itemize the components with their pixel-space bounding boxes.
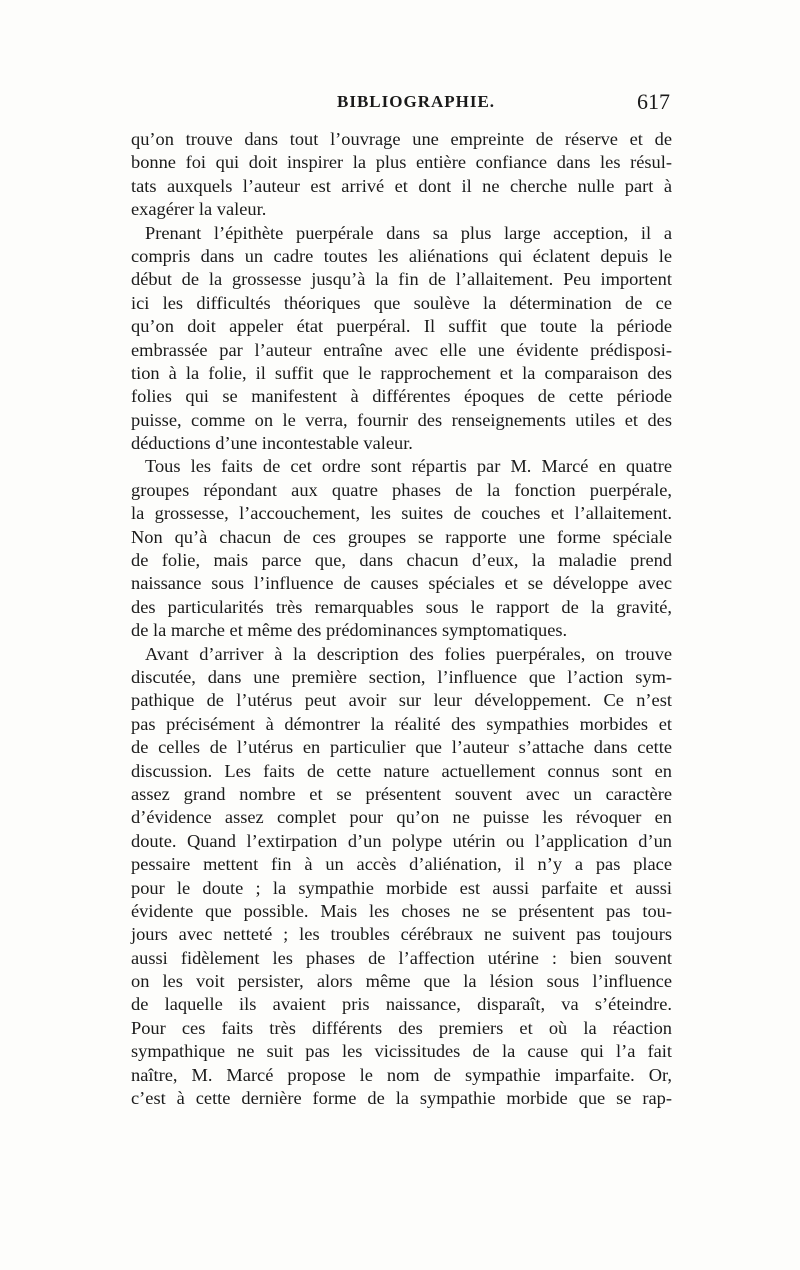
text-line: pathique de l’utérus peut avoir sur leur développement. Ce n’est [131, 690, 672, 711]
text-line: groupes répondant aux quatre phases de la fonction puerpérale, [131, 479, 672, 500]
text-line: assez grand nombre et se présentent souvent avec un caractère [131, 783, 672, 804]
text-line: qu’on doit appeler état puerpéral. Il suffit que toute la période [131, 316, 672, 337]
body-text [131, 128, 672, 1110]
page-number: 617 [637, 89, 670, 114]
text-line: discussion. Les faits de cette nature actuellement connus sont en [131, 760, 672, 781]
text-line: tats auxquels l’auteur est arrivé et dont il ne cherche nulle part à [131, 175, 672, 196]
text-line: c’est à cette dernière forme de la sympathie morbide que se rap- [131, 1088, 672, 1109]
text-line: de folie, mais parce que, dans chacun d’eux, la maladie prend [131, 550, 672, 571]
text-line: des particularités très remarquables sous le rapport de la gravité, [131, 596, 672, 617]
text-line: Prenant l’épithète puerpérale dans sa plus large acception, il a [145, 222, 672, 243]
text-line: doute. Quand l’extirpation d’un polype utérin ou l’application d’un [131, 830, 672, 851]
text-line: ici les difficultés théoriques que soulève la détermination de ce [131, 292, 672, 313]
text-line: d’évidence assez complet pour qu’on ne puisse les révoquer en [131, 807, 672, 828]
text-line: déductions d’une incontestable valeur. [131, 433, 413, 454]
text-line: Tous les faits de cet ordre sont répartis par M. Marcé en quatre [145, 456, 672, 477]
text-line: tion à la folie, il suffit que le rapprochement et la comparaison des [131, 362, 672, 383]
text-line: jours avec netteté ; les troubles cérébraux ne suivent pas toujours [131, 924, 672, 945]
text-line: naissance sous l’influence de causes spéciales et se développe avec [131, 573, 672, 594]
text-line: de la marche et même des prédominances symptomatiques. [131, 620, 568, 641]
text-line: pessaire mettent fin à un accès d’aliénation, il n’y a pas place [131, 854, 672, 875]
text-line: évidente que possible. Mais les choses ne se présentent pas tou- [131, 900, 672, 921]
text-line: début de la grossesse jusqu’à la fin de l’allaitement. Peu importent [131, 269, 672, 290]
text-line: puisse, comme on le verra, fournir des renseignements utiles et des [131, 409, 672, 430]
text-line: exagérer la valeur. [131, 199, 267, 220]
text-line: bonne foi qui doit inspirer la plus entière confiance dans les résul- [131, 152, 672, 173]
text-line: qu’on trouve dans tout l’ouvrage une empreinte de réserve et de [131, 129, 672, 149]
text-line: folies qui se manifestent à différentes époques de cette période [131, 386, 672, 407]
text-line: aussi fidèlement les phases de l’affection utérine : bien souvent [131, 947, 672, 968]
text-line: Avant d’arriver à la description des folies puerpérales, on trouve [145, 643, 672, 664]
text-line: on les voit persister, alors même que la lésion sous l’influence [131, 971, 672, 992]
text-line: la grossesse, l’accouchement, les suites de couches et l’allaitement. [131, 503, 672, 524]
text-line: de laquelle ils avaient pris naissance, disparaît, va s’éteindre. [131, 994, 672, 1015]
text-line: Pour ces faits très différents des premiers et où la réaction [131, 1017, 672, 1038]
running-head [132, 89, 672, 118]
text-line: de celles de l’utérus en particulier que l’auteur s’attache dans cette [131, 737, 672, 758]
text-line: pas précisément à démontrer la réalité des sympathies morbides et [131, 713, 672, 734]
text-line: pour le doute ; la sympathie morbide est aussi parfaite et aussi [131, 877, 672, 898]
text-line: naître, M. Marcé propose le nom de sympathie imparfaite. Or, [131, 1064, 672, 1085]
text-line: sympathique ne suit pas les vicissitudes de la cause qui l’a fait [131, 1041, 672, 1062]
text-line: compris dans un cadre toutes les aliénations qui éclatent depuis le [131, 245, 672, 266]
text-line: discutée, dans une première section, l’influence que l’action sym- [131, 666, 672, 687]
text-line: Non qu’à chacun de ces groupes se rapporte une forme spéciale [131, 526, 672, 547]
text-line: embrassée par l’auteur entraîne avec elle une évidente prédisposi- [131, 339, 672, 360]
running-title: BIBLIOGRAPHIE. [337, 92, 496, 111]
